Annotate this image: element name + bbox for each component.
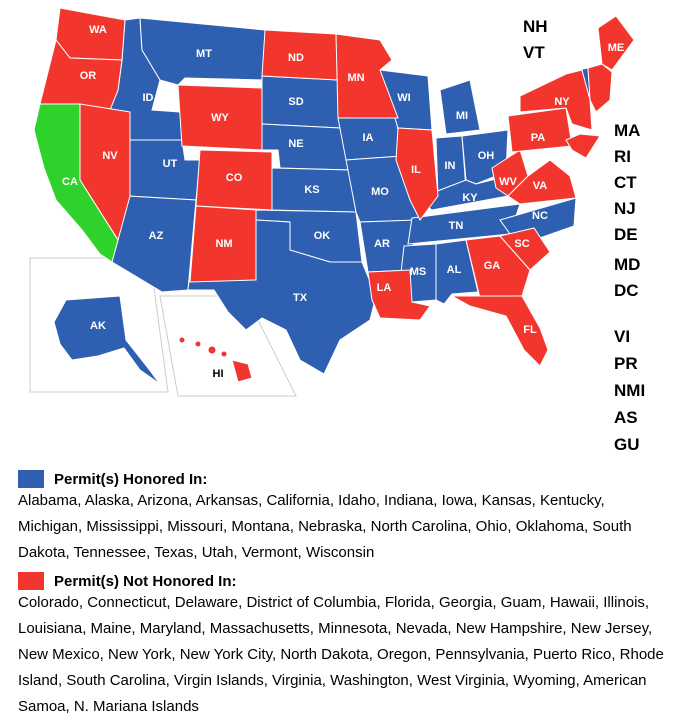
label-ms: MS [409, 265, 427, 278]
label-me: ME [607, 41, 625, 54]
label-nd: ND [288, 51, 304, 64]
legend-honored-list: Alabama, Alaska, Arizona, Arkansas, California, Idaho, Indiana, Iowa, Kansas, Kentucky, Michigan, Mississippi, Missouri, Montana, Nebraska, North Carolina, Ohio, Oklahoma, South Dakota, Tennessee, Texas, Utah, Vermont, Wisconsin [18, 492, 632, 561]
label-nm: NM [215, 237, 233, 250]
label-ar: AR [374, 237, 390, 250]
label-ok: OK [313, 229, 331, 242]
label-ky: KY [462, 191, 478, 204]
label-ny: NY [554, 95, 570, 108]
label-ut: UT [162, 157, 178, 170]
label-vi: VI [614, 327, 631, 346]
label-sc: SC [514, 237, 530, 250]
label-sd: SD [288, 95, 304, 108]
legend-not-honored-list: Colorado, Connecticut, Delaware, District of Columbia, Florida, Georgia, Guam, Hawaii, Illinois, Louisiana, Maine, Maryland, Massachusetts, Minnesota, Nevada, New Hampshire, New Jersey, New Mexico, New York, New York City, North Dakota, Oregon, Pennsylvania, Puerto Rico, Rhode Island, South Carolina, Virgin Islands, Virginia, Washington, West Virginia, Wyoming, American Samoa, N. Mariana Islands [18, 594, 664, 715]
label-il: IL [411, 163, 421, 176]
label-nh: NH [523, 17, 548, 36]
label-mi: MI [455, 109, 469, 122]
label-ma: MA [614, 121, 641, 140]
state-nebraska[interactable] [260, 124, 350, 170]
label-dc: DC [614, 281, 639, 300]
state-pennsylvania[interactable] [508, 108, 572, 152]
not-honored-swatch [18, 572, 44, 590]
label-la: LA [376, 281, 392, 294]
label-as: AS [614, 408, 638, 427]
label-id: ID [142, 91, 154, 104]
label-pr: PR [614, 354, 638, 373]
label-nmi: NMI [614, 381, 646, 400]
state-alaska[interactable] [54, 296, 160, 384]
label-wv: WV [499, 175, 517, 188]
label-ri: RI [614, 147, 631, 166]
legend-honored [18, 470, 668, 566]
label-in: IN [444, 159, 456, 172]
label-md: MD [614, 255, 641, 274]
label-wa: WA [89, 23, 107, 36]
label-ca: CA [62, 175, 78, 188]
hawaii-island-3 [208, 346, 216, 354]
legend-not-honored-header [18, 572, 668, 590]
state-utah[interactable] [128, 140, 200, 200]
label-az: AZ [148, 229, 164, 242]
label-al: AL [446, 263, 462, 276]
label-de: DE [614, 225, 638, 244]
label-nc: NC [532, 209, 548, 222]
state-michigan[interactable] [440, 80, 480, 134]
label-nv: NV [102, 149, 118, 162]
label-oh: OH [477, 149, 495, 162]
label-wi: WI [397, 91, 411, 104]
label-ga: GA [483, 259, 501, 272]
label-ne: NE [288, 137, 304, 150]
honored-swatch [18, 470, 44, 488]
label-hi: HI [212, 367, 224, 380]
label-ct: CT [614, 173, 637, 192]
hawaii-island-4 [221, 351, 227, 357]
legend-not-honored-title: Permit(s) Not Honored In: [54, 572, 237, 590]
label-pa: PA [530, 131, 546, 144]
label-or: OR [79, 69, 97, 82]
label-fl: FL [523, 323, 537, 336]
label-mo: MO [371, 185, 389, 198]
label-vt: VT [523, 43, 545, 62]
label-va: VA [532, 179, 548, 192]
hawaii-island-2 [195, 341, 201, 347]
state-mid-atlantic[interactable] [566, 134, 600, 158]
label-nj: NJ [614, 199, 636, 218]
label-ak: AK [90, 319, 106, 332]
label-mt: MT [196, 47, 212, 60]
legend-not-honored [18, 572, 668, 720]
state-hawaii[interactable] [232, 360, 252, 382]
label-co: CO [225, 171, 243, 184]
label-tn: TN [448, 219, 464, 232]
label-ks: KS [304, 183, 320, 196]
label-tx: TX [292, 291, 308, 304]
hawaii-island-1 [179, 337, 185, 343]
label-mn: MN [347, 71, 365, 84]
label-ia: IA [362, 131, 374, 144]
legend-honored-title: Permit(s) Honored In: [54, 470, 208, 488]
label-gu: GU [614, 435, 640, 454]
legend-honored-header [18, 470, 668, 488]
state-new-england[interactable] [588, 64, 612, 112]
label-wy: WY [211, 111, 229, 124]
